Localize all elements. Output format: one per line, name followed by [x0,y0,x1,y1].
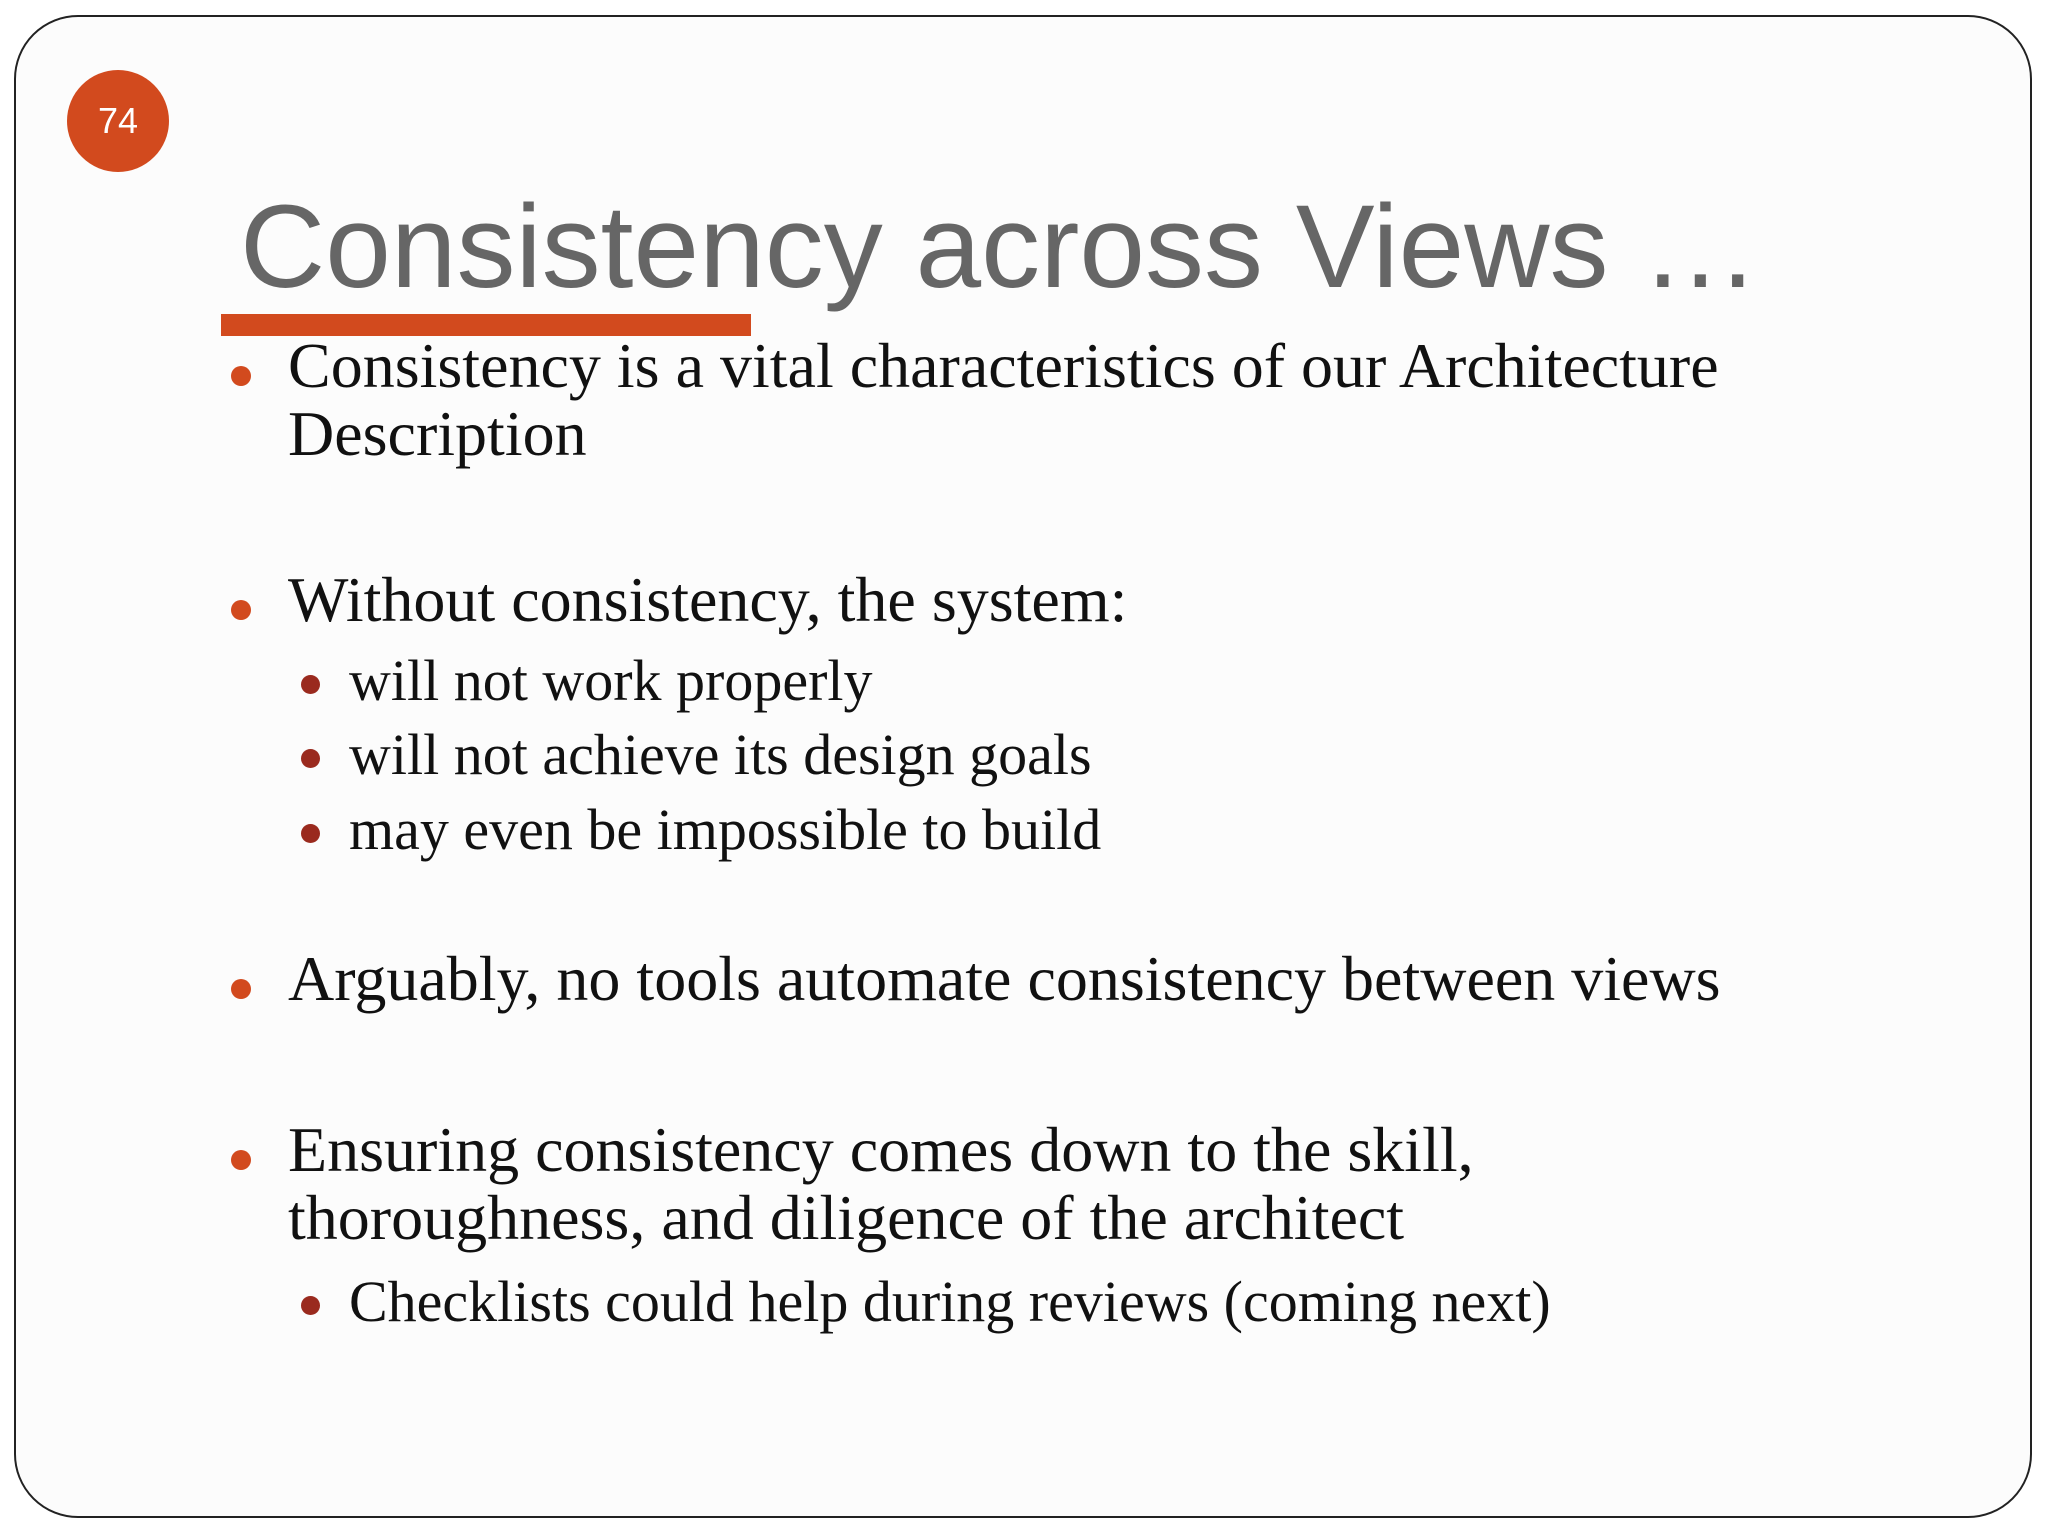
sub-bullet-dot [301,824,320,843]
bullet-text: Without consistency, the system: [288,564,1128,635]
bullet-dot [231,366,251,386]
bullet-text: Ensuring consistency comes down to the skill, [288,1114,1474,1185]
bullet-text: Description [288,398,587,469]
slide-title: Consistency across Views … [240,181,1760,313]
sub-bullet-dot [301,1296,320,1315]
bullet-text: Consistency is a vital characteristics of our Architecture [288,330,1719,401]
bullet-text: thoroughness, and diligence of the architect [288,1182,1405,1253]
bullet-dot [231,600,251,620]
bullet-text: Arguably, no tools automate consistency between views [288,943,1721,1014]
sub-bullet-text: will not work properly [349,648,873,713]
sub-bullet-text: will not achieve its design goals [349,722,1092,787]
slide-number-badge: 74 [67,70,169,172]
bullet-dot [231,979,251,999]
bullet-dot [231,1150,251,1170]
sub-bullet-dot [301,749,320,768]
sub-bullet-text: may even be impossible to build [349,797,1102,862]
sub-bullet-text: Checklists could help during reviews (coming next) [349,1269,1551,1334]
sub-bullet-dot [301,675,320,694]
